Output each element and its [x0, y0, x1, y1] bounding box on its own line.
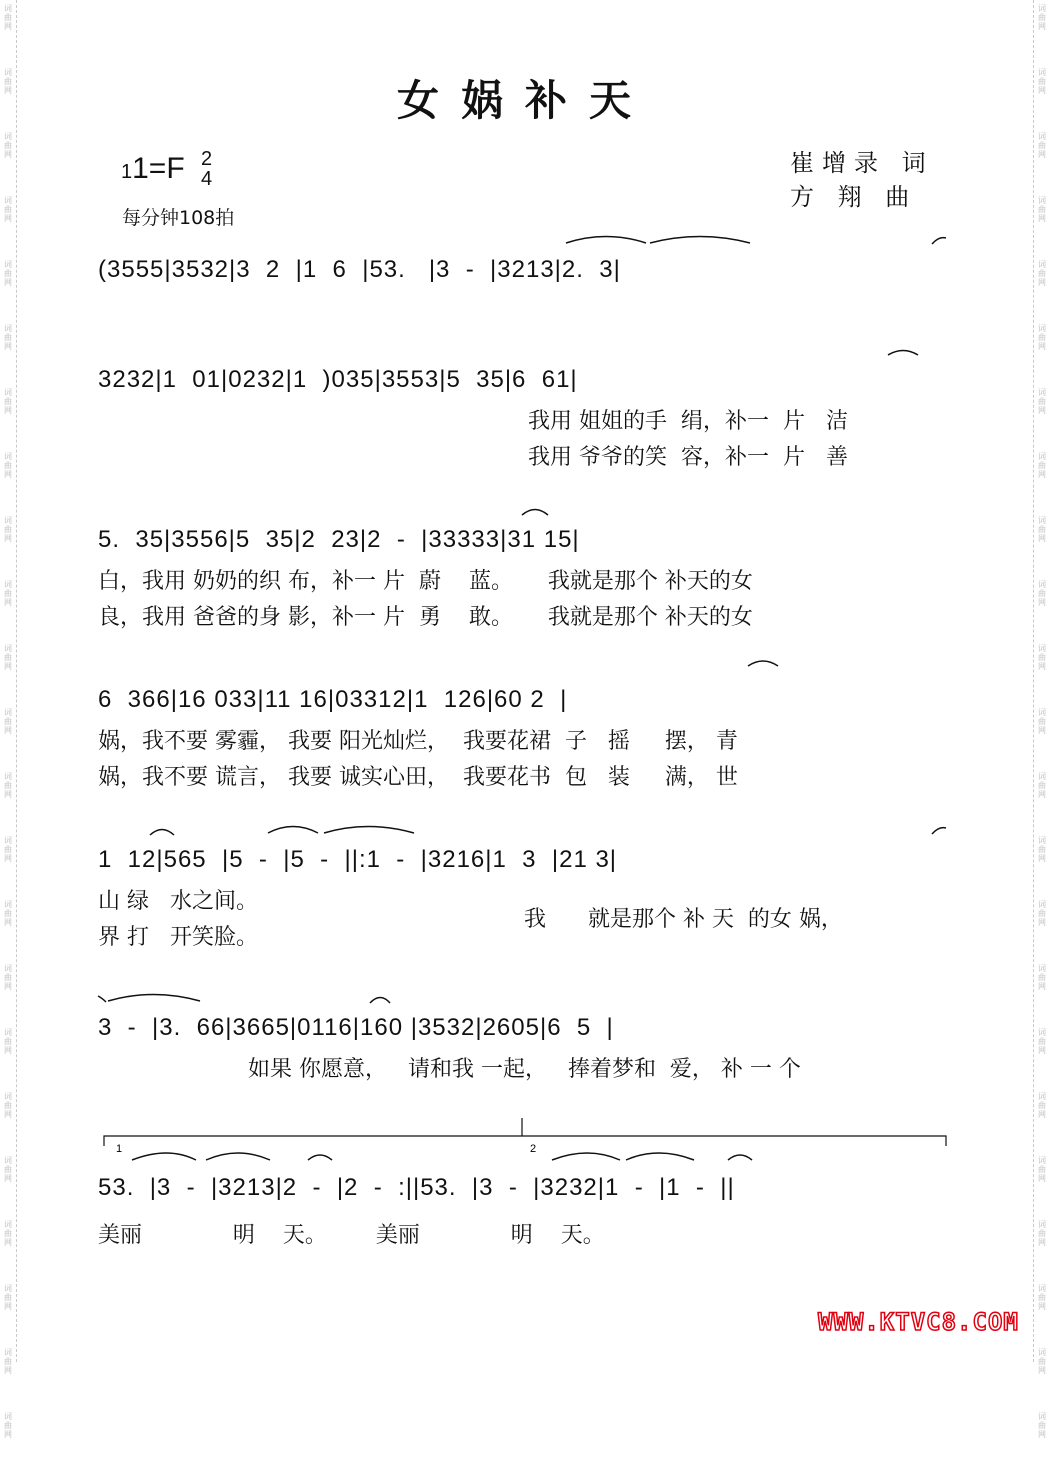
- sidebar-watermark-mark: 词 曲 网: [1038, 132, 1046, 159]
- lyric-verse-1: 山 绿 水之间。: [98, 889, 258, 914]
- sidebar-watermark-mark: 词 曲 网: [4, 1348, 12, 1375]
- notation-line: 1 12|565 |5 - |5 - ||:1 - |3216|1 3 |21 3|: [98, 846, 618, 873]
- notation-line: (3555|3532|3 2 |1 6 |53. |3 - |3213|2. 3|: [98, 256, 621, 283]
- sidebar-watermark-mark: 词 曲 网: [4, 516, 12, 543]
- sidebar-watermark-mark: 词 曲 网: [4, 1092, 12, 1119]
- lyric-ending: 美丽 明 天。 美丽 明 天。: [98, 1223, 605, 1248]
- lyric-verse-2: 良，我用 爸爸的身 影，补一 片 勇 敢。 我就是那个 补天的女: [98, 605, 753, 630]
- sidebar-watermark-mark: 词 曲 网: [1038, 4, 1046, 31]
- sidebar-watermark-mark: 词 曲 网: [1038, 580, 1046, 607]
- score-line-5: [98, 828, 954, 950]
- sidebar-watermark-mark: 词 曲 网: [4, 708, 12, 735]
- notation-line: 3232|1 01|0232|1 )035|3553|5 35|6 61|: [98, 366, 578, 393]
- second-ending-marker: 2: [530, 1143, 537, 1155]
- notation-line: 3 - |3. 66|3665|0116|160 |3532|2605|6 5 |: [98, 1014, 614, 1041]
- sidebar-watermark-mark: 词 曲 网: [1038, 1412, 1046, 1439]
- sidebar-watermark-mark: 词 曲 网: [4, 1220, 12, 1247]
- sidebar-watermark-mark: 词 曲 网: [1038, 900, 1046, 927]
- composer-credit: 方 翔 曲: [790, 183, 918, 211]
- sidebar-watermark-mark: 词 曲 网: [4, 1412, 12, 1439]
- sidebar-watermark-mark: 词 曲 网: [1038, 260, 1046, 287]
- lyricist-credit: 崔增录 词: [790, 149, 934, 177]
- score-line-2: [98, 348, 954, 470]
- lyric-verse-1: 我用 姐姐的手 绢，补一 片 洁: [528, 409, 848, 434]
- score-line-6: [98, 996, 954, 1082]
- sidebar-watermark-mark: 词 曲 网: [4, 4, 12, 31]
- sidebar-watermark-mark: 词 曲 网: [1038, 772, 1046, 799]
- lyric-verse-1: 娲，我不要 雾霾， 我要 阳光灿烂， 我要花裙 子 摇 摆， 青: [98, 729, 738, 754]
- score-line-3: [98, 508, 954, 630]
- sidebar-watermark-mark: 词 曲 网: [4, 132, 12, 159]
- key-signature: 11=F: [121, 152, 185, 185]
- sidebar-watermark-mark: 词 曲 网: [4, 964, 12, 991]
- notation-line: 6 366|16 033|11 16|03312|1 126|60 2 |: [98, 686, 568, 713]
- score-line-4: [98, 668, 954, 790]
- sidebar-watermark-mark: 词 曲 网: [1038, 964, 1046, 991]
- right-watermark-strip: [1033, 0, 1050, 1439]
- score-line-7: [98, 1136, 954, 1248]
- sidebar-watermark-mark: 词 曲 网: [4, 196, 12, 223]
- sidebar-watermark-mark: 词 曲 网: [1038, 644, 1046, 671]
- tempo-marking: 每分钟108拍: [122, 207, 235, 229]
- sidebar-watermark-mark: 词 曲 网: [1038, 388, 1046, 415]
- sidebar-watermark-mark: 词 曲 网: [1038, 452, 1046, 479]
- lyric-refrain: 我 就是那个 补 天 的女 娲，: [524, 907, 843, 932]
- lyric-verse-1: 白，我用 奶奶的织 布，补一 片 蔚 蓝。 我就是那个 补天的女: [98, 569, 753, 594]
- sidebar-watermark-mark: 词 曲 网: [4, 68, 12, 95]
- notation-line: 5. 35|3556|5 35|2 23|2 - |33333|31 15|: [98, 526, 580, 553]
- sidebar-watermark-mark: 词 曲 网: [1038, 196, 1046, 223]
- sidebar-watermark-mark: 词 曲 网: [4, 388, 12, 415]
- sidebar-watermark-mark: 词 曲 网: [4, 836, 12, 863]
- lyric-verse-2: 界 打 开笑脸。: [98, 925, 258, 950]
- sidebar-watermark-mark: 词 曲 网: [1038, 324, 1046, 351]
- lyric-refrain: 如果 你愿意， 请和我 一起， 捧着梦和 爱， 补 一 个: [248, 1057, 801, 1082]
- score-line-1: [98, 238, 954, 298]
- left-watermark-strip: [0, 0, 17, 1439]
- sidebar-watermark-mark: 词 曲 网: [4, 1284, 12, 1311]
- sidebar-watermark-mark: 词 曲 网: [4, 1156, 12, 1183]
- sidebar-watermark-mark: 词 曲 网: [1038, 1156, 1046, 1183]
- sidebar-watermark-mark: 词 曲 网: [1038, 516, 1046, 543]
- sidebar-watermark-mark: 词 曲 网: [4, 772, 12, 799]
- sidebar-watermark-mark: 词 曲 网: [1038, 1348, 1046, 1375]
- time-signature: 2 4: [201, 148, 213, 190]
- sidebar-watermark-mark: 词 曲 网: [1038, 1028, 1046, 1055]
- sidebar-watermark-mark: 词 曲 网: [1038, 1284, 1046, 1311]
- sidebar-watermark-mark: 词 曲 网: [4, 260, 12, 287]
- first-ending-marker: 1: [116, 1143, 123, 1155]
- sidebar-watermark-mark: 词 曲 网: [1038, 68, 1046, 95]
- sidebar-watermark-mark: 词 曲 网: [4, 900, 12, 927]
- sidebar-watermark-mark: 词 曲 网: [4, 1028, 12, 1055]
- lyric-verse-2: 我用 爷爷的笑 容，补一 片 善: [528, 445, 848, 470]
- notation-line: 53. |3 - |3213|2 - |2 - :||53. |3 - |3232|1 - |1 - ||: [98, 1174, 735, 1201]
- sidebar-watermark-mark: 词 曲 网: [1038, 1220, 1046, 1247]
- sidebar-watermark-mark: 词 曲 网: [4, 644, 12, 671]
- song-title: 女娲补天: [396, 76, 653, 125]
- sidebar-watermark-mark: 词 曲 网: [1038, 836, 1046, 863]
- sidebar-watermark-mark: 词 曲 网: [4, 324, 12, 351]
- sidebar-watermark-mark: 词 曲 网: [1038, 1092, 1046, 1119]
- lyric-verse-2: 娲，我不要 谎言， 我要 诚实心田， 我要花书 包 装 满， 世: [98, 765, 738, 790]
- site-watermark-logo: WWW.KTVC8.COM: [818, 1308, 1019, 1336]
- sidebar-watermark-mark: 词 曲 网: [1038, 708, 1046, 735]
- sidebar-watermark-mark: 词 曲 网: [4, 452, 12, 479]
- sidebar-watermark-mark: 词 曲 网: [4, 580, 12, 607]
